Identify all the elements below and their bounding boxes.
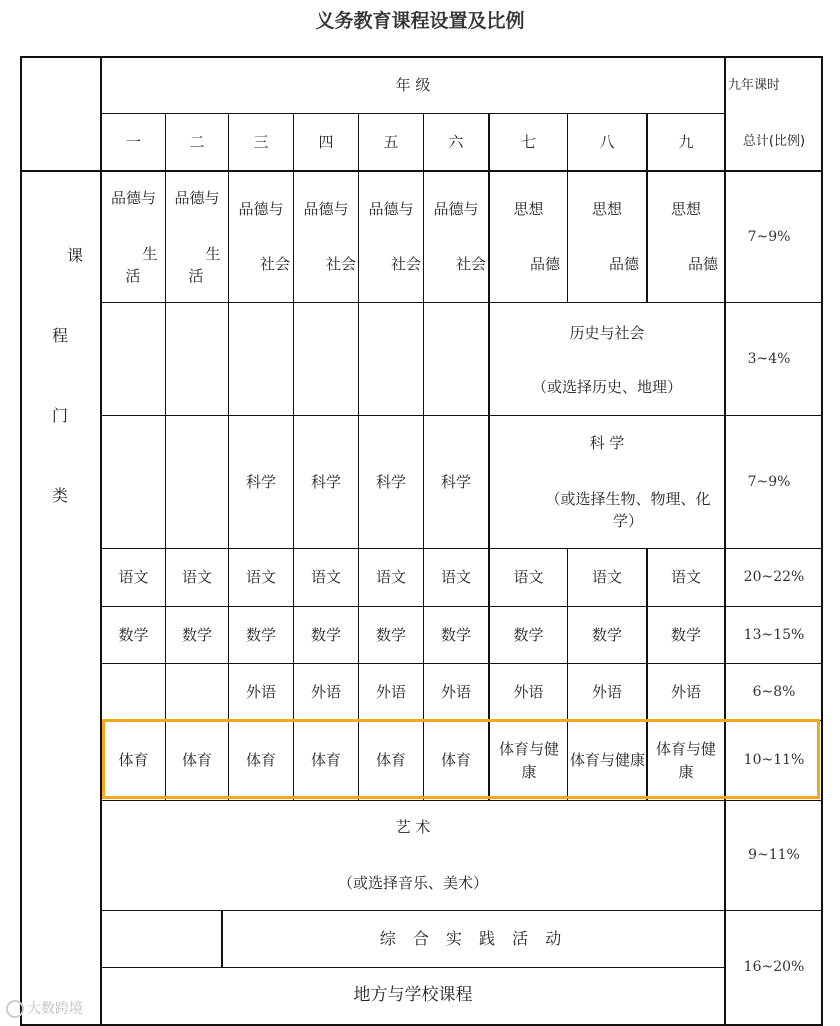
grade-8: 八 xyxy=(599,132,615,151)
pe-g3: 体育 xyxy=(245,751,276,770)
table-border xyxy=(101,800,822,801)
foreign-g7: 外语 xyxy=(513,682,544,701)
math-g8: 数学 xyxy=(591,625,622,644)
grade-5: 五 xyxy=(383,132,399,151)
pe-g7: 体育与健康 xyxy=(498,740,559,781)
foreign-g5: 外语 xyxy=(375,682,406,701)
science-upper-line2: （或选择生物、物理、化学） xyxy=(545,489,711,530)
category-label-2: 程 xyxy=(52,326,69,345)
watermark xyxy=(6,998,83,1018)
pe-g2: 体育 xyxy=(181,751,212,770)
practice-local-pct: 16~20% xyxy=(743,959,805,975)
moral-g5-line1: 品德与 xyxy=(368,199,414,218)
math-g9: 数学 xyxy=(670,625,701,644)
science-upper-line1: 科 学 xyxy=(589,433,625,452)
pe-g8: 体育与健康 xyxy=(570,751,646,770)
grade-6: 六 xyxy=(448,132,464,151)
history-line1: 历史与社会 xyxy=(569,323,645,342)
science-pct: 7~9% xyxy=(747,473,791,490)
moral-g2-line3: 活 xyxy=(188,266,204,285)
foreign-g6: 外语 xyxy=(440,682,471,701)
moral-g1-line3: 活 xyxy=(125,266,141,285)
pe-g1: 体育 xyxy=(118,751,149,770)
moral-g2-line2: 生 xyxy=(205,244,221,263)
moral-g7-line2: 品德 xyxy=(529,254,560,273)
moral-g5-line2: 社会 xyxy=(390,254,421,273)
category-label-1: 课 xyxy=(67,246,84,265)
math-g1: 数学 xyxy=(118,625,149,644)
page-title: 义务教育课程设置及比例 xyxy=(315,10,525,32)
grade-1: 一 xyxy=(125,132,141,151)
watermark-text: 大数跨境 xyxy=(27,1001,83,1017)
pe-g9: 体育与健康 xyxy=(655,740,716,781)
math-g3: 数学 xyxy=(245,625,276,644)
table-border xyxy=(20,56,22,1026)
arts-line2: （或选择音乐、美术） xyxy=(337,873,488,892)
science-g6: 科学 xyxy=(440,472,471,491)
foreign-g8: 外语 xyxy=(591,682,622,701)
grade-9: 九 xyxy=(678,132,694,151)
moral-g9-line2: 品德 xyxy=(687,254,718,273)
chinese-g6: 语文 xyxy=(440,568,471,587)
watermark-logo-icon xyxy=(6,1000,24,1018)
foreign-pct: 6~8% xyxy=(752,683,796,700)
science-g4: 科学 xyxy=(310,472,341,491)
moral-g6-line1: 品德与 xyxy=(433,199,479,218)
chinese-pct: 20~22% xyxy=(743,569,805,585)
arts-line1: 艺 术 xyxy=(395,817,431,836)
grade-3: 三 xyxy=(253,132,269,151)
moral-g1-line2: 生 xyxy=(142,244,158,263)
science-g5: 科学 xyxy=(375,472,406,491)
grade-4: 四 xyxy=(318,132,334,151)
pe-g5: 体育 xyxy=(375,751,406,770)
moral-g6-line2: 社会 xyxy=(455,254,486,273)
table-border xyxy=(165,302,166,548)
science-g3: 科学 xyxy=(245,472,276,491)
practice-activity: 综 合 实 践 活 动 xyxy=(379,929,568,948)
category-label-3: 门 xyxy=(52,406,69,425)
moral-g1-line1: 品德与 xyxy=(110,188,156,207)
moral-g3-line1: 品德与 xyxy=(238,199,284,218)
moral-g8-line2: 品德 xyxy=(608,254,639,273)
foreign-g9: 外语 xyxy=(670,682,701,701)
table-border xyxy=(101,302,822,303)
grade-header: 年 级 xyxy=(395,76,431,95)
chinese-g3: 语文 xyxy=(245,568,276,587)
math-g5: 数学 xyxy=(375,625,406,644)
math-g4: 数学 xyxy=(310,625,341,644)
chinese-g8: 语文 xyxy=(591,568,622,587)
table-border xyxy=(20,170,822,172)
chinese-g7: 语文 xyxy=(513,568,544,587)
moral-pct: 7~9% xyxy=(747,228,791,245)
total-header-line2: 总计(比例) xyxy=(742,134,806,150)
moral-g4-line2: 社会 xyxy=(325,254,356,273)
moral-g8-line1: 思想 xyxy=(591,199,622,218)
chinese-g9: 语文 xyxy=(670,568,701,587)
local-curriculum: 地方与学校课程 xyxy=(353,985,473,1006)
math-g6: 数学 xyxy=(440,625,471,644)
chinese-g5: 语文 xyxy=(375,568,406,587)
history-pct: 3~4% xyxy=(747,350,791,367)
history-line2: （或选择历史、地理） xyxy=(531,377,682,396)
category-label-4: 类 xyxy=(52,486,69,505)
pe-pct: 10~11% xyxy=(743,752,805,768)
chinese-g4: 语文 xyxy=(310,568,341,587)
foreign-g4: 外语 xyxy=(310,682,341,701)
moral-g3-line2: 社会 xyxy=(259,254,290,273)
chinese-g2: 语文 xyxy=(181,568,212,587)
grade-2: 二 xyxy=(189,132,205,151)
math-g2: 数学 xyxy=(181,625,212,644)
moral-g7-line1: 思想 xyxy=(513,199,544,218)
grade-7: 七 xyxy=(520,132,536,151)
foreign-g3: 外语 xyxy=(245,682,276,701)
math-pct: 13~15% xyxy=(743,626,805,643)
arts-pct: 9~11% xyxy=(748,847,800,863)
chinese-g1: 语文 xyxy=(118,568,149,587)
pe-g6: 体育 xyxy=(440,751,471,770)
moral-g2-line1: 品德与 xyxy=(174,188,220,207)
moral-g9-line1: 思想 xyxy=(670,199,701,218)
total-header-line1: 九年课时 xyxy=(727,77,780,93)
moral-g4-line1: 品德与 xyxy=(303,199,349,218)
math-g7: 数学 xyxy=(513,625,544,644)
pe-g4: 体育 xyxy=(310,751,341,770)
